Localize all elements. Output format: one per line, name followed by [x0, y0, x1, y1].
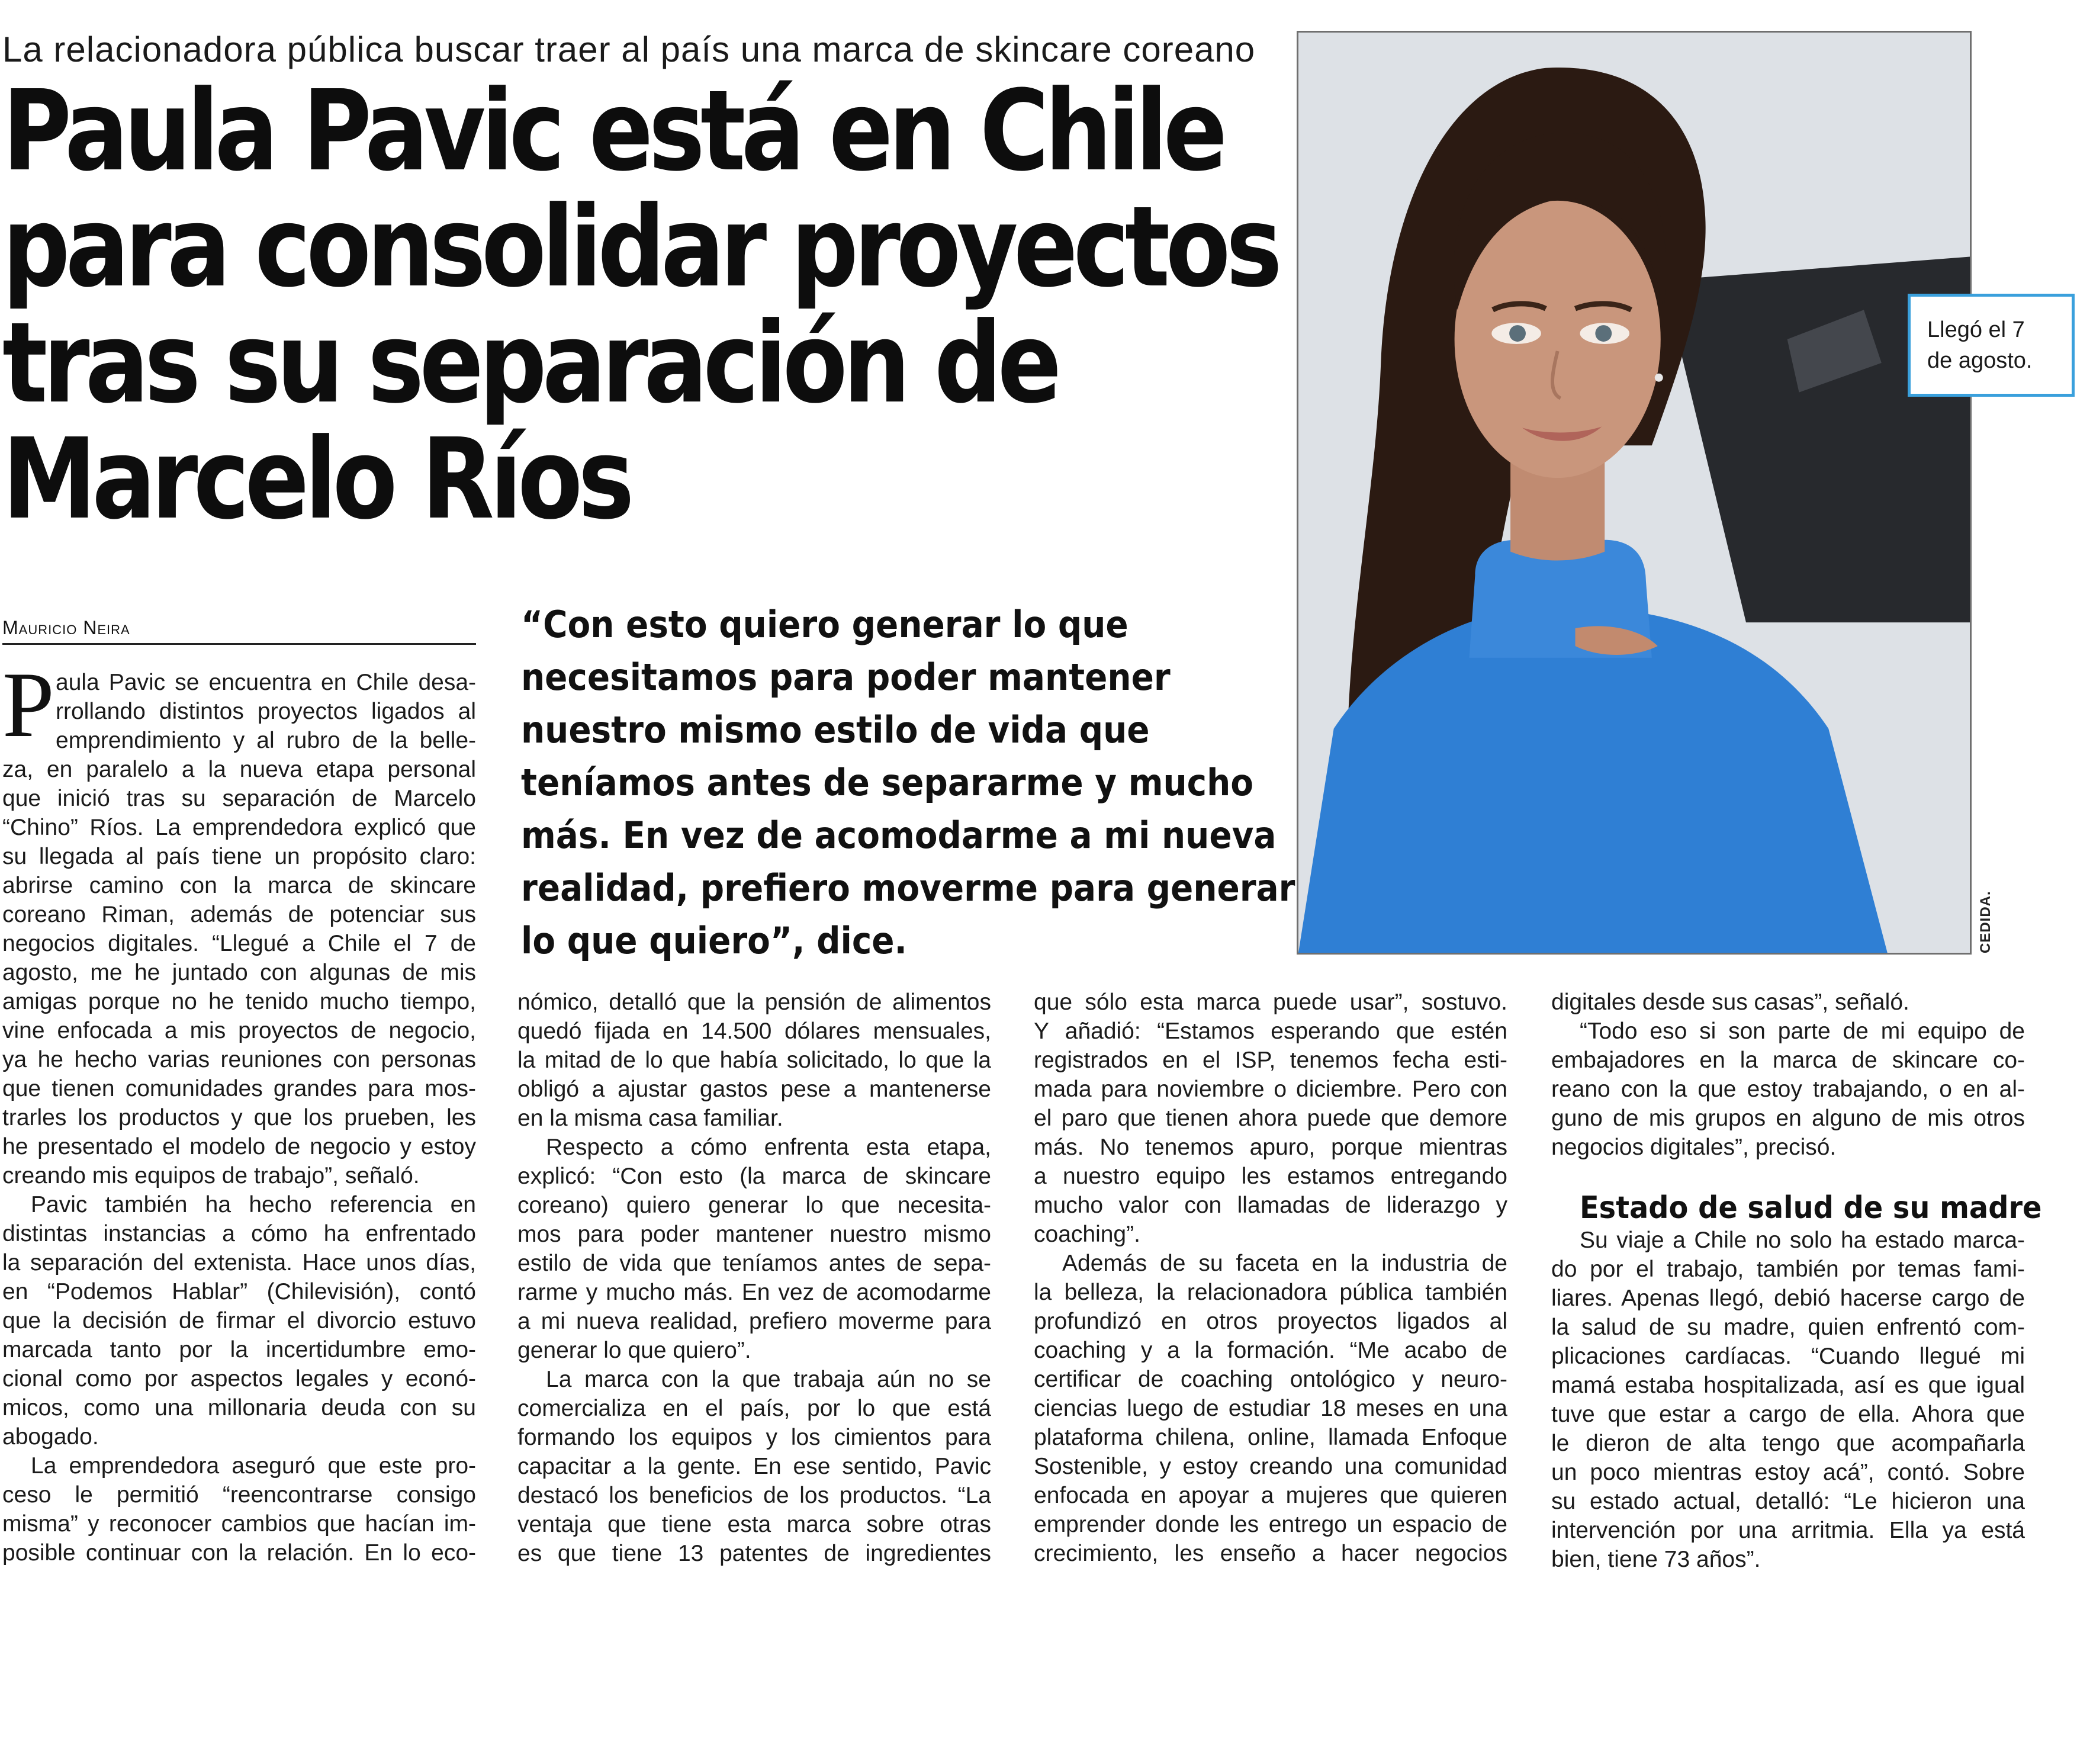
text-line: Y añadió: “Estamos esperando que estén — [1034, 1018, 1507, 1044]
pull-quote-line: realidad, prefiero moverme para generar — [521, 866, 1295, 910]
text-line: quedó fijada en 14.500 dólares mensuales, — [517, 1018, 991, 1044]
text-line: agosto, me he juntado con algunas de mis — [2, 960, 476, 985]
text-line: mamá estaba hospitalizada, así es que igual — [1551, 1373, 2025, 1398]
pull-quote-line: “Con esto quiero generar lo que — [521, 603, 1128, 646]
text-line: emprender donde les entrego un espacio de — [1034, 1512, 1507, 1537]
text-line: intervención por una arritmia. Ella ya está — [1551, 1518, 2025, 1543]
text-line: mucho valor con llamadas de liderazgo y — [1034, 1193, 1507, 1218]
text-line: do por el trabajo, también por temas fami- — [1551, 1257, 2025, 1282]
text-line: emprendimiento y al rubro de la belle- — [56, 728, 476, 753]
text-line: abogado. — [2, 1424, 99, 1450]
text-line: la separación del extenista. Hace unos días, — [2, 1250, 476, 1275]
text-line: destacó los beneficios de los productos. “La — [517, 1483, 991, 1508]
text-line: generar lo que quiero”. — [517, 1338, 751, 1363]
text-line: que la decisión de firmar el divorcio estuvo — [2, 1308, 476, 1334]
text-line: certificar de coaching ontológico y neuro- — [1034, 1367, 1507, 1392]
text-line: coreano Riman, además de potenciar sus — [2, 902, 476, 927]
text-line: nómico, detalló que la pensión de alimentos — [517, 989, 991, 1015]
text-line: le dieron de alta tengo que acompañarla — [1551, 1431, 2025, 1456]
text-line: capacitar a la gente. En ese sentido, Pavic — [517, 1454, 991, 1479]
text-line: la mitad de lo que había solicitado, lo que la — [517, 1048, 991, 1073]
headline-line: Paula Pavic está en Chile — [2, 66, 1223, 196]
text-line: profundizó en otros proyectos ligados al — [1034, 1309, 1507, 1334]
text-line: cional como por aspectos legales y econó- — [2, 1366, 476, 1392]
text-line: za, en paralelo a la nueva etapa personal — [2, 757, 476, 782]
text-line: La marca con la que trabaja aún no se — [546, 1367, 991, 1392]
text-line: “Todo eso si son parte de mi equipo de — [1580, 1018, 2025, 1044]
text-line: ciencias luego de estudiar 18 meses en una — [1034, 1396, 1507, 1421]
text-line: amigas porque no he tenido mucho tiempo, — [2, 989, 476, 1014]
text-line: que tienen comunidades grandes para mos- — [2, 1076, 476, 1101]
text-line: rarme y mucho más. En vez de acomodarme — [517, 1280, 991, 1305]
text-line: bien, tiene 73 años”. — [1551, 1547, 1761, 1572]
headline-line: tras su separación de — [2, 298, 1057, 428]
text-line: digitales desde sus casas”, señaló. — [1551, 989, 1909, 1015]
text-line: negocios digitales. “Llegué a Chile el 7 de — [2, 931, 476, 956]
text-line: es que tiene 13 patentes de ingredientes — [517, 1541, 991, 1566]
text-line: que inició tras su separación de Marcelo — [2, 786, 476, 811]
text-line: plicaciones cardíacas. “Cuando llegué mi — [1551, 1344, 2025, 1369]
text-line: formando los equipos y los cimientos para — [517, 1425, 991, 1450]
text-line: Además de su faceta en la industria de — [1062, 1251, 1507, 1276]
text-line: La emprendedora aseguró que este pro- — [31, 1453, 476, 1479]
portrait-photo — [1297, 31, 1972, 955]
text-line: más. No tenemos apuro, porque mientras — [1034, 1135, 1507, 1160]
column-4-bottom — [1551, 1226, 2025, 1574]
text-line: tuve que estar a cargo de ella. Ahora que — [1551, 1402, 2025, 1427]
text-line: trarles los productos y que los prueben, les — [2, 1105, 476, 1130]
text-line: la salud de su madre, quien enfrentó com- — [1551, 1315, 2025, 1340]
text-line: el paro que tienen ahora puede que demore — [1034, 1106, 1507, 1131]
text-line: micos, como una millonaria deuda con su — [2, 1395, 476, 1421]
headline-line: Marcelo Ríos — [2, 415, 630, 544]
text-line: embajadores en la marca de skincare co- — [1551, 1048, 2025, 1073]
text-line: he presentado el modelo de negocio y estoy — [2, 1134, 476, 1159]
text-line: Respecto a cómo enfrenta esta etapa, — [546, 1135, 991, 1160]
photo-caption: Llegó el 7 de agosto. — [1908, 294, 2075, 397]
text-line: su estado actual, detalló: “Le hicieron una — [1551, 1489, 2025, 1514]
text-line: mos para poder mantener nuestro mismo — [517, 1222, 991, 1247]
text-line: estilo de vida que teníamos antes de sepa- — [517, 1251, 991, 1276]
column-2 — [517, 988, 991, 1568]
column-1-intro — [2, 653, 476, 958]
column-1 — [2, 958, 476, 1567]
portrait-illustration — [1298, 33, 1970, 953]
text-line: “Chino” Ríos. La emprendedora explicó que — [2, 815, 476, 840]
pull-quote-line: más. En vez de acomodarme a mi nueva — [521, 814, 1277, 857]
text-line: rrollando distintos proyectos ligados al — [56, 699, 476, 724]
text-line: que sólo esta marca puede usar”, sostuvo. — [1034, 989, 1507, 1015]
text-line: distintas instancias a cómo ha enfrentado — [2, 1221, 476, 1246]
text-line: reano con la que estoy trabajando, o en al- — [1551, 1077, 2025, 1102]
text-line: enfocada en apoyar a mujeres que quieren — [1034, 1483, 1507, 1508]
text-line: coaching”. — [1034, 1222, 1140, 1247]
text-line: en la misma casa familiar. — [517, 1106, 783, 1131]
headline-line: para consolidar proyectos — [2, 182, 1278, 312]
text-line: mada para noviembre o diciembre. Pero con — [1034, 1077, 1507, 1102]
text-line: explicó: “Con esto (la marca de skincare — [517, 1164, 991, 1189]
subheading: Estado de salud de su madre — [1580, 1190, 2042, 1226]
text-line: ventaja que tiene esta marca sobre otras — [517, 1512, 991, 1537]
text-line: la belleza, la relacionadora pública también — [1034, 1280, 1507, 1305]
photo-credit: CEDIDA. — [1978, 891, 1994, 953]
pull-quote-line: lo que quiero”, dice. — [521, 919, 907, 962]
text-line: Su viaje a Chile no solo ha estado marca- — [1580, 1228, 2025, 1253]
text-line: misma” y reconocer cambios que hacían im- — [2, 1511, 476, 1537]
text-line: en “Podemos Hablar” (Chilevisión), contó — [2, 1279, 476, 1304]
text-line: a nuestro equipo les estamos entregando — [1034, 1164, 1507, 1189]
text-line: coreano) quiero generar lo que necesita- — [517, 1193, 991, 1218]
text-line: obligó a ajustar gastos pese a mantenerse — [517, 1077, 991, 1102]
text-line: guno de mis grupos en alguno de mis otros — [1551, 1106, 2025, 1131]
pull-quote-line: nuestro mismo estilo de vida que — [521, 708, 1150, 751]
text-line: crecimiento, les enseño a hacer negocios — [1034, 1541, 1507, 1566]
drop-cap: P — [2, 653, 54, 757]
text-line: Sostenible, y estoy creando una comunidad — [1034, 1454, 1507, 1479]
text-line: a mi nueva realidad, prefiero moverme para — [517, 1309, 991, 1334]
pull-quote-line: necesitamos para poder mantener — [521, 656, 1171, 699]
text-line: plataforma chilena, online, llamada Enfoque — [1034, 1425, 1507, 1450]
text-line: su llegada al país tiene un propósito claro: — [2, 844, 476, 869]
kicker: La relacionadora pública buscar traer al país una marca de skincare coreano — [2, 30, 1256, 69]
text-line: posible continuar con la relación. En lo eco- — [2, 1540, 476, 1566]
text-line: ceso le permitió “reencontrarse consigo — [2, 1482, 476, 1508]
pull-quote — [521, 598, 1295, 967]
headline — [2, 66, 1278, 544]
text-line: aula Pavic se encuentra en Chile desa- — [56, 670, 476, 695]
text-line: liares. Apenas llegó, debió hacerse cargo de — [1551, 1286, 2025, 1311]
earring — [1655, 374, 1663, 382]
pull-quote-line: teníamos antes de separarme y mucho — [521, 761, 1254, 804]
text-line: comercializa en el país, por lo que está — [517, 1396, 991, 1421]
text-line: un poco mientras estoy acá”, contó. Sobre — [1551, 1460, 2025, 1485]
column-3 — [1034, 988, 1507, 1568]
text-line: creando mis equipos de trabajo”, señaló. — [2, 1163, 420, 1188]
text-line: coaching y a la formación. “Me acabo de — [1034, 1338, 1507, 1363]
text-line: abrirse camino con la marca de skincare — [2, 873, 476, 898]
text-line: marcada tanto por la incertidumbre emo- — [2, 1337, 476, 1363]
column-4-top — [1551, 988, 2025, 1162]
byline: Mauricio Neira — [2, 615, 476, 645]
text-line: negocios digitales”, precisó. — [1551, 1135, 1837, 1160]
text-line: Pavic también ha hecho referencia en — [31, 1192, 476, 1217]
text-line: registrados en el ISP, tenemos fecha esti- — [1034, 1048, 1507, 1073]
text-line: vine enfocada a mis proyectos de negocio, — [2, 1018, 476, 1043]
text-line: ya he hecho varias reuniones con personas — [2, 1047, 476, 1072]
